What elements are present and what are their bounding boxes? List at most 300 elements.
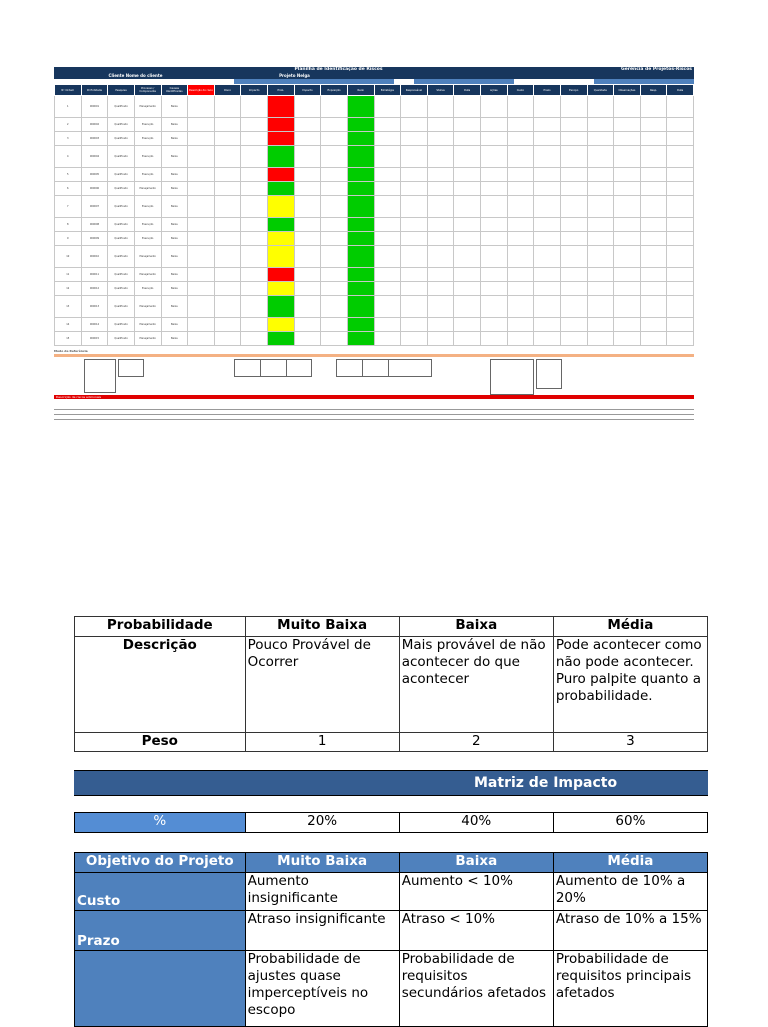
risk-cell (454, 332, 481, 346)
risk-cell (587, 168, 614, 182)
impact-header-media: Média (553, 853, 707, 873)
risk-cell: Baixa (161, 146, 188, 168)
risk-cell (401, 218, 428, 232)
risk-column-header: Rank (347, 85, 374, 96)
risk-cell (294, 182, 321, 196)
risk-cell: Qualificado (108, 168, 135, 182)
risk-cell (401, 146, 428, 168)
risk-cell (401, 132, 428, 146)
risk-cell (534, 146, 561, 168)
risk-cell (507, 268, 534, 282)
risk-column-header: Responsável (401, 85, 428, 96)
risk-cell (507, 218, 534, 232)
risk-cell (614, 296, 641, 318)
risk-column-header: Observações (614, 85, 641, 96)
risk-cell (321, 246, 348, 268)
risk-cell (587, 218, 614, 232)
risk-cell: Qualificado (108, 132, 135, 146)
risk-cell: Baixa (161, 282, 188, 296)
risk-cell (294, 268, 321, 282)
risk-cell (188, 332, 215, 346)
risk-cell (640, 318, 667, 332)
risk-cell (214, 132, 241, 146)
risk-cell (188, 168, 215, 182)
risk-cell (321, 332, 348, 346)
risk-cell (534, 118, 561, 132)
legend-boxes (54, 359, 694, 393)
risk-cell (454, 232, 481, 246)
risk-cell (374, 318, 401, 332)
risk-cell: Qualificado (108, 332, 135, 346)
risk-cell (241, 182, 268, 196)
risk-cell (427, 332, 454, 346)
risk-cell (560, 246, 587, 268)
risk-cell (614, 268, 641, 282)
risk-cell (481, 318, 508, 332)
risk-cell (374, 132, 401, 146)
risk-cell (347, 296, 374, 318)
risk-cell (214, 168, 241, 182)
risk-cell (401, 232, 428, 246)
risk-cell (214, 268, 241, 282)
risk-cell (347, 182, 374, 196)
risk-cell (214, 332, 241, 346)
risk-cell (667, 282, 694, 296)
risk-cell (534, 332, 561, 346)
risk-column-header: Causas Identificadas (161, 85, 188, 96)
risk-cell (481, 282, 508, 296)
risk-cell (507, 318, 534, 332)
risk-cell (640, 218, 667, 232)
risk-row (55, 118, 694, 132)
percentage-value: 40% (399, 813, 553, 833)
risk-cell (667, 118, 694, 132)
risk-cell (667, 146, 694, 168)
risk-cell (560, 182, 587, 196)
sheet-title: Planilha de Identificação de Riscos (294, 67, 383, 72)
risk-cell (401, 246, 428, 268)
impact-header-baixa: Baixa (399, 853, 553, 873)
risk-cell (427, 132, 454, 146)
risk-cell: Baixa (161, 168, 188, 182)
risk-cell (188, 96, 215, 118)
risk-cell (640, 118, 667, 132)
risk-cell (241, 296, 268, 318)
description-cell: Mais provável de não acontecer do que acontecer (399, 637, 553, 733)
description-cell: Pode acontecer como não pode acontecer. Puro palpite quanto a probabilidade. (553, 637, 707, 733)
risk-cell: Qualificado (108, 232, 135, 246)
risk-cell: Qualificado (108, 282, 135, 296)
risk-cell (401, 196, 428, 218)
legend-title: Modo de Referência (54, 349, 88, 353)
risk-cell: Qualificado (108, 318, 135, 332)
impact-cell: Aumento de 10% a 20% (553, 873, 707, 911)
risk-cell (667, 268, 694, 282)
risk-cell (321, 218, 348, 232)
risk-cell (507, 168, 534, 182)
risk-cell (321, 168, 348, 182)
risk-cell (241, 332, 268, 346)
risk-cell (560, 296, 587, 318)
risk-row (55, 232, 694, 246)
risk-cell (268, 332, 295, 346)
risk-cell (534, 168, 561, 182)
risk-cell: 8 (55, 218, 82, 232)
risk-cell (214, 218, 241, 232)
risk-cell (214, 296, 241, 318)
risk-cell (560, 318, 587, 332)
risk-cell (640, 268, 667, 282)
risk-column-header: ID Entidade (81, 85, 108, 96)
risk-cell (321, 132, 348, 146)
risk-cell (427, 246, 454, 268)
risk-cell: 1 (55, 96, 82, 118)
risk-cell (347, 132, 374, 146)
risk-cell (214, 232, 241, 246)
risk-cell: 9 (55, 232, 82, 246)
risk-cell (667, 132, 694, 146)
risk-cell (268, 168, 295, 182)
risk-cell: Baixa (161, 268, 188, 282)
risk-cell: 14 (55, 318, 82, 332)
risk-cell: Baixa (161, 132, 188, 146)
risk-cell (587, 318, 614, 332)
risk-column-header: Descrição do risco (188, 85, 215, 96)
risk-cell (401, 318, 428, 332)
risk-column-header: Pesquisa (108, 85, 135, 96)
risk-cell (481, 268, 508, 282)
risk-cell (401, 168, 428, 182)
legend-box (118, 359, 144, 377)
impact-row-label-prazo: Prazo (75, 911, 246, 951)
risk-cell: 000011 (81, 268, 108, 282)
risk-cell (347, 268, 374, 282)
risk-cell (667, 332, 694, 346)
legend-box (234, 359, 262, 377)
risk-row (55, 196, 694, 218)
legend-bar (54, 354, 694, 357)
risk-cell (507, 282, 534, 296)
risk-cell: Execução (134, 132, 161, 146)
risk-cell (640, 282, 667, 296)
risk-cell (454, 296, 481, 318)
risk-column-header: Nº Ordem (55, 85, 82, 96)
legend-box (260, 359, 288, 377)
risk-row (55, 146, 694, 168)
percentage-value: 20% (245, 813, 399, 833)
risk-cell (321, 282, 348, 296)
risk-cell (188, 318, 215, 332)
risk-cell (294, 232, 321, 246)
risk-cell (667, 196, 694, 218)
risk-cell (241, 168, 268, 182)
risk-cell (534, 218, 561, 232)
risk-cell (268, 196, 295, 218)
risk-cell (401, 96, 428, 118)
risk-cell: Baixa (161, 296, 188, 318)
risk-cell (587, 146, 614, 168)
risk-cell (640, 296, 667, 318)
risk-cell: 2 (55, 118, 82, 132)
risk-cell (268, 246, 295, 268)
risk-cell (560, 132, 587, 146)
risk-cell (507, 246, 534, 268)
risk-cell (427, 318, 454, 332)
risk-cell (667, 182, 694, 196)
risk-row (55, 282, 694, 296)
risk-cell: 000001 (81, 96, 108, 118)
risk-cell (214, 282, 241, 296)
risk-cell (427, 282, 454, 296)
risk-cell: 4 (55, 146, 82, 168)
risk-cell (374, 146, 401, 168)
risk-cell (614, 332, 641, 346)
risk-cell (294, 282, 321, 296)
risk-cell: 000004 (81, 146, 108, 168)
impact-cell: Probabilidade de ajustes quase imperceptíveis no escopo (245, 951, 399, 1027)
risk-cell (241, 246, 268, 268)
risk-cell (268, 282, 295, 296)
risk-cell (374, 268, 401, 282)
risk-cell (481, 168, 508, 182)
risk-cell: 15 (55, 332, 82, 346)
risk-cell (640, 96, 667, 118)
risk-cell (587, 118, 614, 132)
risk-cell (587, 232, 614, 246)
risk-cell: 7 (55, 196, 82, 218)
risk-row (55, 318, 694, 332)
legend-box (490, 359, 534, 395)
risk-cell (214, 96, 241, 118)
risk-cell (481, 132, 508, 146)
risk-cell (507, 232, 534, 246)
risk-cell (427, 268, 454, 282)
risk-cell: 13 (55, 296, 82, 318)
risk-cell (188, 132, 215, 146)
risk-cell (507, 132, 534, 146)
risk-cell (374, 246, 401, 268)
risk-cell (587, 282, 614, 296)
risk-cell (347, 246, 374, 268)
risk-cell (587, 182, 614, 196)
risk-cell: Execução (134, 232, 161, 246)
risk-cell (667, 296, 694, 318)
risk-cell (427, 218, 454, 232)
description-cell: Pouco Provável de Ocorrer (245, 637, 399, 733)
risk-cell (268, 318, 295, 332)
risk-cell: 11 (55, 268, 82, 282)
risk-cell (454, 168, 481, 182)
risk-cell (454, 96, 481, 118)
risk-cell: Planejamento (134, 332, 161, 346)
risk-cell (268, 232, 295, 246)
legend-box (84, 359, 116, 393)
risk-row (55, 296, 694, 318)
risk-cell (241, 318, 268, 332)
risk-cell (534, 232, 561, 246)
risk-cell: Execução (134, 282, 161, 296)
risk-cell (374, 218, 401, 232)
risk-cell (614, 318, 641, 332)
risk-cell (347, 168, 374, 182)
risk-cell: Baixa (161, 318, 188, 332)
risk-cell (614, 246, 641, 268)
risk-cell: Qualificado (108, 268, 135, 282)
risk-cell: Qualificado (108, 218, 135, 232)
risk-cell (667, 318, 694, 332)
risk-cell (534, 182, 561, 196)
risk-cell: 000002 (81, 118, 108, 132)
risk-cell (347, 218, 374, 232)
risk-column-header: Risco (214, 85, 241, 96)
risk-cell (454, 318, 481, 332)
risk-cell: 000014 (81, 318, 108, 332)
risk-cell: Baixa (161, 182, 188, 196)
risk-cell (347, 118, 374, 132)
weight-value: 3 (553, 733, 707, 752)
risk-cell (268, 182, 295, 196)
risk-cell (401, 296, 428, 318)
risk-cell (294, 246, 321, 268)
risk-cell (614, 196, 641, 218)
risk-cell (454, 118, 481, 132)
description-label: Descrição (75, 637, 246, 733)
impact-matrix-title-bar (74, 770, 708, 796)
project-label: Projeto Nelga (279, 73, 310, 78)
percentage-table (74, 812, 708, 833)
risk-cell (347, 332, 374, 346)
risk-cell (481, 246, 508, 268)
risk-cell (560, 282, 587, 296)
risk-cell (214, 196, 241, 218)
risk-row (55, 246, 694, 268)
risk-cell (188, 218, 215, 232)
risk-cell (534, 282, 561, 296)
risk-cell (587, 196, 614, 218)
risk-cell: Baixa (161, 246, 188, 268)
risk-cell (534, 196, 561, 218)
risk-cell (507, 196, 534, 218)
risk-column-header: Data (454, 85, 481, 96)
risk-cell (321, 182, 348, 196)
impact-cell: Atraso insignificante (245, 911, 399, 951)
risk-cell (294, 132, 321, 146)
risk-cell (188, 182, 215, 196)
risk-cell (321, 318, 348, 332)
risk-row (55, 268, 694, 282)
risk-cell: Execução (134, 196, 161, 218)
sheet-right-title: Gerência de Projetos-Riscos (621, 67, 692, 72)
risk-cell (241, 232, 268, 246)
risk-cell (560, 146, 587, 168)
risk-column-header: Escopo (560, 85, 587, 96)
risk-cell (268, 218, 295, 232)
risk-cell (614, 168, 641, 182)
risk-cell (481, 196, 508, 218)
risk-cell: Baixa (161, 232, 188, 246)
risk-cell (667, 246, 694, 268)
risk-cell (560, 332, 587, 346)
risk-cell (294, 196, 321, 218)
legend-box (286, 359, 312, 377)
risk-cell (640, 332, 667, 346)
risk-cell: 10 (55, 246, 82, 268)
risk-cell (241, 96, 268, 118)
risk-cell (427, 296, 454, 318)
risk-cell (614, 232, 641, 246)
risk-cell (587, 132, 614, 146)
percentage-value: 60% (553, 813, 707, 833)
risk-cell (321, 146, 348, 168)
risk-cell (241, 268, 268, 282)
risk-row (55, 132, 694, 146)
risk-cell: 5 (55, 168, 82, 182)
risk-cell: 000006 (81, 182, 108, 196)
risk-cell (427, 96, 454, 118)
risk-cell (614, 218, 641, 232)
risk-cell (214, 118, 241, 132)
risk-cell (268, 96, 295, 118)
impact-table (74, 852, 708, 1027)
risk-row (55, 96, 694, 118)
risk-cell (294, 332, 321, 346)
risk-cell: 000008 (81, 218, 108, 232)
risk-cell (481, 296, 508, 318)
impact-cell: Atraso de 10% a 15% (553, 911, 707, 951)
risk-cell: Qualificado (108, 182, 135, 196)
risk-cell: 000007 (81, 196, 108, 218)
risk-cell (507, 146, 534, 168)
impact-cell: Probabilidade de requisitos principais afetados (553, 951, 707, 1027)
risk-cell (268, 132, 295, 146)
risk-cell (294, 218, 321, 232)
risk-cell (454, 282, 481, 296)
risk-cell: Planejamento (134, 268, 161, 282)
risk-row (55, 182, 694, 196)
legend-box (388, 359, 432, 377)
risk-cell (214, 318, 241, 332)
risk-cell (507, 118, 534, 132)
risk-cell (454, 132, 481, 146)
risk-cell (481, 232, 508, 246)
risk-cell (321, 268, 348, 282)
risk-cell: Qualificado (108, 96, 135, 118)
risk-cell (188, 296, 215, 318)
risk-cell: 000009 (81, 232, 108, 246)
risk-cell (188, 246, 215, 268)
risk-column-header: Prazo (534, 85, 561, 96)
risk-cell (534, 268, 561, 282)
risk-cell: Qualificado (108, 196, 135, 218)
risk-cell (614, 182, 641, 196)
risk-cell (401, 268, 428, 282)
risk-cell (268, 296, 295, 318)
probability-col-media: Média (553, 617, 707, 637)
risk-cell (214, 146, 241, 168)
risk-cell (401, 118, 428, 132)
risk-cell (667, 168, 694, 182)
risk-cell (481, 96, 508, 118)
risk-cell (401, 282, 428, 296)
risk-cell (640, 182, 667, 196)
risk-cell: 000013 (81, 296, 108, 318)
risk-cell (294, 146, 321, 168)
risk-cell (374, 282, 401, 296)
impact-matrix-title: Matriz de Impacto (474, 775, 618, 791)
risk-cell (640, 232, 667, 246)
risk-cell (374, 332, 401, 346)
risk-cell (667, 96, 694, 118)
